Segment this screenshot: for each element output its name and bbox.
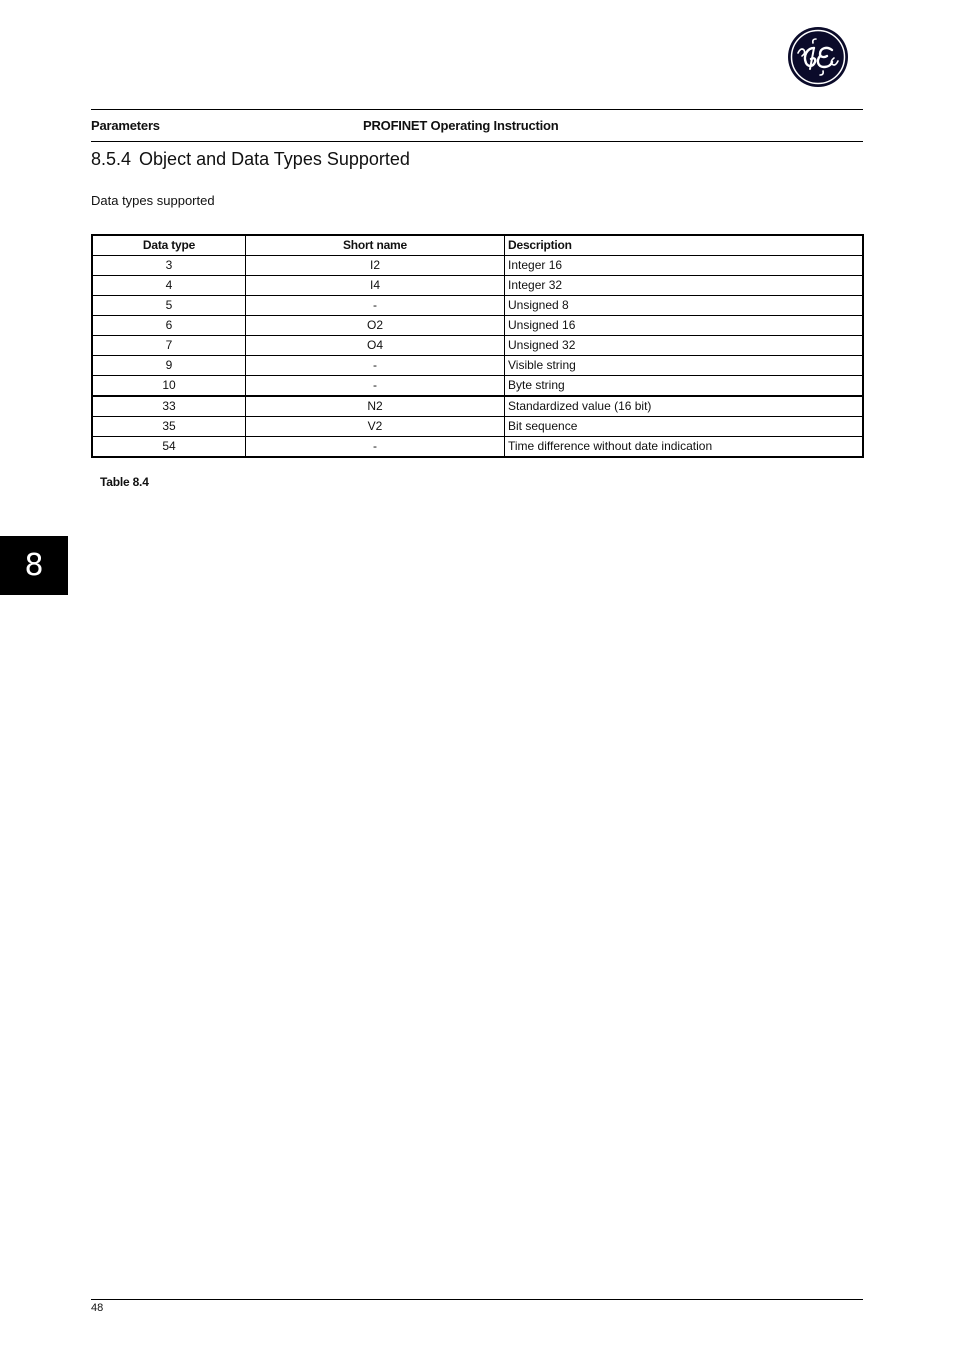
cell-short-name: -: [246, 376, 505, 397]
cell-description: Bit sequence: [505, 417, 864, 437]
column-header-short-name: Short name: [246, 235, 505, 256]
footer-rule: [91, 1299, 863, 1300]
cell-short-name: -: [246, 356, 505, 376]
header-rule-bottom: [91, 141, 863, 142]
chapter-tab: 8: [0, 536, 68, 595]
column-header-description: Description: [505, 235, 864, 256]
cell-data-type: 10: [92, 376, 246, 397]
cell-description: Unsigned 32: [505, 336, 864, 356]
cell-description: Unsigned 16: [505, 316, 864, 336]
table-row: [92, 336, 863, 356]
cell-short-name: -: [246, 296, 505, 316]
section-number: 8.5.4: [91, 149, 132, 169]
cell-short-name: -: [246, 437, 505, 458]
section-title: Object and Data Types Supported: [139, 149, 410, 169]
table-caption: Table 8.4: [100, 475, 149, 489]
cell-description: Integer 16: [505, 256, 864, 276]
table-row: [92, 296, 863, 316]
cell-short-name: O4: [246, 336, 505, 356]
cell-data-type: 54: [92, 437, 246, 458]
header-document-title: PROFINET Operating Instruction: [363, 118, 559, 133]
cell-data-type: 35: [92, 417, 246, 437]
table-row: [92, 276, 863, 296]
cell-short-name: I4: [246, 276, 505, 296]
cell-data-type: 5: [92, 296, 246, 316]
cell-data-type: 3: [92, 256, 246, 276]
section-heading: [91, 149, 410, 170]
cell-short-name: N2: [246, 396, 505, 417]
cell-description: Standardized value (16 bit): [505, 396, 864, 417]
cell-description: Unsigned 8: [505, 296, 864, 316]
cell-data-type: 4: [92, 276, 246, 296]
cell-data-type: 7: [92, 336, 246, 356]
cell-data-type: 33: [92, 396, 246, 417]
table-row: [92, 356, 863, 376]
ge-logo-icon: [787, 26, 849, 88]
table-row: [92, 417, 863, 437]
table-row: [92, 316, 863, 336]
cell-description: Time difference without date indication: [505, 437, 864, 458]
table-row: [92, 376, 863, 397]
intro-text: Data types supported: [91, 193, 215, 208]
cell-data-type: 9: [92, 356, 246, 376]
header-rule-top: [91, 109, 863, 110]
table-row: [92, 396, 863, 417]
page-number: 48: [91, 1302, 104, 1314]
cell-short-name: V2: [246, 417, 505, 437]
cell-short-name: I2: [246, 256, 505, 276]
cell-description: Visible string: [505, 356, 864, 376]
cell-description: Integer 32: [505, 276, 864, 296]
data-types-table: [91, 234, 864, 458]
table-row: [92, 256, 863, 276]
cell-description: Byte string: [505, 376, 864, 397]
cell-short-name: O2: [246, 316, 505, 336]
column-header-data-type: Data type: [92, 235, 246, 256]
header-section-label: Parameters: [91, 118, 160, 133]
table-row: [92, 437, 863, 458]
table-header-row: [92, 235, 863, 256]
cell-data-type: 6: [92, 316, 246, 336]
